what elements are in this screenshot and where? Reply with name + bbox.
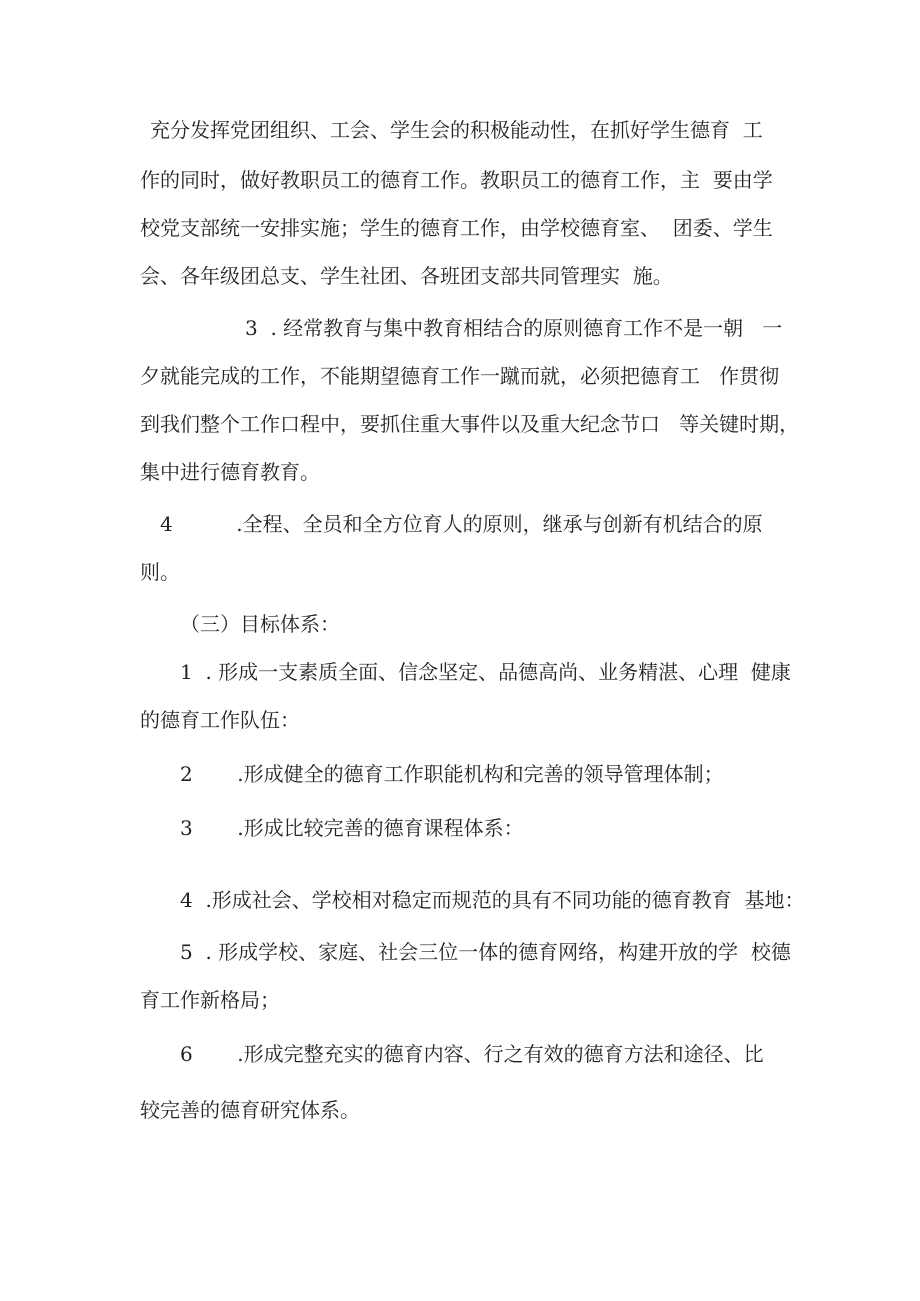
text-line: 的德育工作队伍：	[140, 708, 300, 732]
text-line: 4 .全程、全员和全方位育人的原则，继承与创新有机结合的原	[160, 512, 763, 536]
text-line: 2 .形成健全的德育工作职能机构和完善的领导管理体制；	[180, 762, 724, 786]
text-line: 会、各年级团总支、学生社团、各班团支部共同管理实 施。	[140, 264, 673, 288]
text-line: 夕就能完成的工作，不能期望德育工作一蹴而就，必须把德育工 作贯彻	[140, 364, 780, 388]
text-line: 4 .形成社会、学校相对稳定而规范的具有不同功能的德育教育 基地：	[180, 888, 805, 912]
text-line: 作的同时，做好教职员工的德育工作。教职员工的德育工作，主 要由学	[140, 168, 773, 192]
text-line: 到我们整个工作口程中，要抓住重大事件以及重大纪念节口 等关键时期，	[140, 412, 800, 436]
text-line: 充分发挥党团组织、工会、学生会的积极能动性，在抓好学生德育 工	[150, 118, 763, 142]
text-line: 则。	[140, 560, 180, 584]
text-line: 3 . 经常教育与集中教育相结合的原则德育工作不是一朝 一	[245, 316, 783, 340]
text-line: 1 . 形成一支素质全面、信念坚定、品德高尚、业务精湛、心理 健康	[180, 660, 791, 684]
text-line: 育工作新格局；	[140, 988, 280, 1012]
section-heading: （三）目标体系：	[180, 612, 340, 636]
text-line: 3 .形成比较完善的德育课程体系：	[180, 816, 524, 840]
text-line: 校党支部统一安排实施；学生的德育工作，由学校德育室、 团委、学生	[140, 216, 773, 240]
text-line: 较完善的德育研究体系。	[140, 1098, 360, 1122]
text-line: 5 . 形成学校、家庭、社会三位一体的德育网络，构建开放的学 校德	[180, 940, 791, 964]
text-line: 6 .形成完整充实的德育内容、行之有效的德育方法和途径、比	[180, 1042, 764, 1066]
text-line: 集中进行德育教育。	[140, 460, 320, 484]
